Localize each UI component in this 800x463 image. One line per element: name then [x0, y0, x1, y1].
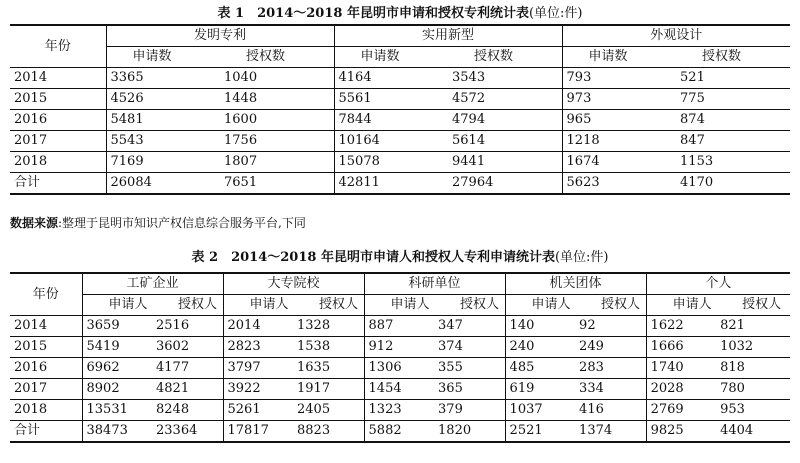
- value-cell: 1153: [676, 152, 790, 173]
- value-cell: 4177: [152, 358, 223, 379]
- value-cell: 847: [676, 131, 790, 152]
- value-cell: 887: [364, 316, 434, 337]
- group-header: 实用新型: [334, 25, 562, 47]
- column-header: 申请人: [82, 295, 152, 316]
- total-row: [10, 173, 790, 195]
- column-header: 申请人: [364, 295, 434, 316]
- group-header: 机关团体: [505, 273, 646, 295]
- total-row: [10, 421, 790, 443]
- table-row: [10, 131, 790, 152]
- value-cell: 3922: [223, 379, 293, 400]
- value-cell: 973: [562, 89, 676, 110]
- value-cell: 1622: [646, 316, 716, 337]
- year-cell: 2014: [10, 316, 82, 337]
- value-cell: 9441: [448, 152, 562, 173]
- value-cell: 5561: [334, 89, 448, 110]
- value-cell: 1448: [220, 89, 334, 110]
- column-header: 申请人: [646, 295, 716, 316]
- table1-title: 表 1 2014～2018 年昆明市申请和授权专利统计表: [217, 6, 529, 21]
- value-cell: 2521: [505, 421, 575, 443]
- value-cell: 2405: [293, 400, 364, 421]
- value-cell: 140: [505, 316, 575, 337]
- value-cell: 347: [434, 316, 505, 337]
- header-row: [10, 25, 790, 47]
- value-cell: 4572: [448, 89, 562, 110]
- value-cell: 1032: [716, 337, 790, 358]
- value-cell: 17817: [223, 421, 293, 443]
- table-row: [10, 68, 790, 89]
- value-cell: 912: [364, 337, 434, 358]
- value-cell: 3659: [82, 316, 152, 337]
- year-cell: 2016: [10, 110, 106, 131]
- table1: [10, 24, 790, 195]
- value-cell: 5261: [223, 400, 293, 421]
- value-cell: 953: [716, 400, 790, 421]
- value-cell: 1740: [646, 358, 716, 379]
- table-row: [10, 358, 790, 379]
- table2-title: 表 2 2014～2018 年昆明市申请人和授权人专利申请统计表: [191, 250, 555, 265]
- value-cell: 4526: [106, 89, 220, 110]
- value-cell: 5481: [106, 110, 220, 131]
- value-cell: 7169: [106, 152, 220, 173]
- value-cell: 1807: [220, 152, 334, 173]
- column-header: 申请人: [505, 295, 575, 316]
- column-header: 授权数: [448, 47, 562, 68]
- value-cell: 1454: [364, 379, 434, 400]
- group-header: 工矿企业: [82, 273, 223, 295]
- value-cell: 1323: [364, 400, 434, 421]
- table2: [10, 272, 790, 443]
- year-cell: 合计: [10, 173, 106, 195]
- value-cell: 379: [434, 400, 505, 421]
- value-cell: 3365: [106, 68, 220, 89]
- table-row: [10, 316, 790, 337]
- value-cell: 92: [575, 316, 646, 337]
- value-cell: 874: [676, 110, 790, 131]
- data-source-label: 数据来源: [10, 216, 59, 230]
- value-cell: 334: [575, 379, 646, 400]
- value-cell: 780: [716, 379, 790, 400]
- column-header: 授权数: [220, 47, 334, 68]
- value-cell: 8902: [82, 379, 152, 400]
- group-header: 发明专利: [106, 25, 334, 47]
- value-cell: 5614: [448, 131, 562, 152]
- year-cell: 2018: [10, 400, 82, 421]
- value-cell: 5419: [82, 337, 152, 358]
- value-cell: 4170: [676, 173, 790, 195]
- table1-unit: (单位:件): [528, 6, 583, 21]
- value-cell: 775: [676, 89, 790, 110]
- table-row: [10, 152, 790, 173]
- value-cell: 374: [434, 337, 505, 358]
- value-cell: 283: [575, 358, 646, 379]
- column-header: 授权人: [293, 295, 364, 316]
- column-header: 申请数: [106, 47, 220, 68]
- subheader-row: [10, 47, 790, 68]
- value-cell: 2823: [223, 337, 293, 358]
- value-cell: 1666: [646, 337, 716, 358]
- group-header: 大专院校: [223, 273, 364, 295]
- year-cell: 2018: [10, 152, 106, 173]
- value-cell: 26084: [106, 173, 220, 195]
- value-cell: 1328: [293, 316, 364, 337]
- value-cell: 1218: [562, 131, 676, 152]
- value-cell: 1374: [575, 421, 646, 443]
- value-cell: 821: [716, 316, 790, 337]
- group-header: 外观设计: [562, 25, 790, 47]
- value-cell: 1306: [364, 358, 434, 379]
- value-cell: 365: [434, 379, 505, 400]
- value-cell: 240: [505, 337, 575, 358]
- value-cell: 2769: [646, 400, 716, 421]
- table1-caption: [0, 2, 800, 21]
- header-row: [10, 273, 790, 295]
- table-row: [10, 379, 790, 400]
- value-cell: 8248: [152, 400, 223, 421]
- value-cell: 1917: [293, 379, 364, 400]
- table2-unit: (单位:件): [554, 250, 609, 265]
- subheader-row: [10, 295, 790, 316]
- value-cell: 355: [434, 358, 505, 379]
- value-cell: 5882: [364, 421, 434, 443]
- value-cell: 416: [575, 400, 646, 421]
- value-cell: 1037: [505, 400, 575, 421]
- value-cell: 3602: [152, 337, 223, 358]
- value-cell: 3797: [223, 358, 293, 379]
- column-header: 授权数: [676, 47, 790, 68]
- value-cell: 4794: [448, 110, 562, 131]
- value-cell: 1820: [434, 421, 505, 443]
- data-source-text: :整理于昆明市知识产权信息综合服务平台,下同: [58, 216, 306, 230]
- year-header: 年份: [10, 25, 106, 68]
- value-cell: 13531: [82, 400, 152, 421]
- table-row: [10, 110, 790, 131]
- column-header: 申请数: [334, 47, 448, 68]
- group-header: 科研单位: [364, 273, 505, 295]
- column-header: 授权人: [152, 295, 223, 316]
- value-cell: 3543: [448, 68, 562, 89]
- column-header: 授权人: [575, 295, 646, 316]
- value-cell: 1600: [220, 110, 334, 131]
- year-cell: 2016: [10, 358, 82, 379]
- value-cell: 6962: [82, 358, 152, 379]
- value-cell: 1756: [220, 131, 334, 152]
- data-source-note: [10, 214, 306, 231]
- table-row: [10, 337, 790, 358]
- value-cell: 10164: [334, 131, 448, 152]
- value-cell: 7844: [334, 110, 448, 131]
- table2-caption: [0, 246, 800, 265]
- table-row: [10, 400, 790, 421]
- column-header: 授权人: [434, 295, 505, 316]
- year-cell: 2014: [10, 68, 106, 89]
- value-cell: 38473: [82, 421, 152, 443]
- value-cell: 818: [716, 358, 790, 379]
- value-cell: 965: [562, 110, 676, 131]
- value-cell: 1635: [293, 358, 364, 379]
- value-cell: 1538: [293, 337, 364, 358]
- value-cell: 5543: [106, 131, 220, 152]
- value-cell: 4164: [334, 68, 448, 89]
- value-cell: 15078: [334, 152, 448, 173]
- value-cell: 619: [505, 379, 575, 400]
- group-header: 个人: [646, 273, 790, 295]
- year-cell: 2017: [10, 131, 106, 152]
- value-cell: 4404: [716, 421, 790, 443]
- column-header: 申请人: [223, 295, 293, 316]
- value-cell: 1040: [220, 68, 334, 89]
- year-cell: 2015: [10, 337, 82, 358]
- value-cell: 9825: [646, 421, 716, 443]
- value-cell: 793: [562, 68, 676, 89]
- value-cell: 27964: [448, 173, 562, 195]
- table-row: [10, 89, 790, 110]
- column-header: 授权人: [716, 295, 790, 316]
- value-cell: 42811: [334, 173, 448, 195]
- value-cell: 4821: [152, 379, 223, 400]
- value-cell: 485: [505, 358, 575, 379]
- value-cell: 2014: [223, 316, 293, 337]
- year-header: 年份: [10, 273, 82, 316]
- year-cell: 2015: [10, 89, 106, 110]
- value-cell: 521: [676, 68, 790, 89]
- value-cell: 23364: [152, 421, 223, 443]
- column-header: 申请数: [562, 47, 676, 68]
- value-cell: 2516: [152, 316, 223, 337]
- value-cell: 5623: [562, 173, 676, 195]
- value-cell: 2028: [646, 379, 716, 400]
- value-cell: 7651: [220, 173, 334, 195]
- year-cell: 合计: [10, 421, 82, 443]
- value-cell: 249: [575, 337, 646, 358]
- value-cell: 1674: [562, 152, 676, 173]
- year-cell: 2017: [10, 379, 82, 400]
- value-cell: 8823: [293, 421, 364, 443]
